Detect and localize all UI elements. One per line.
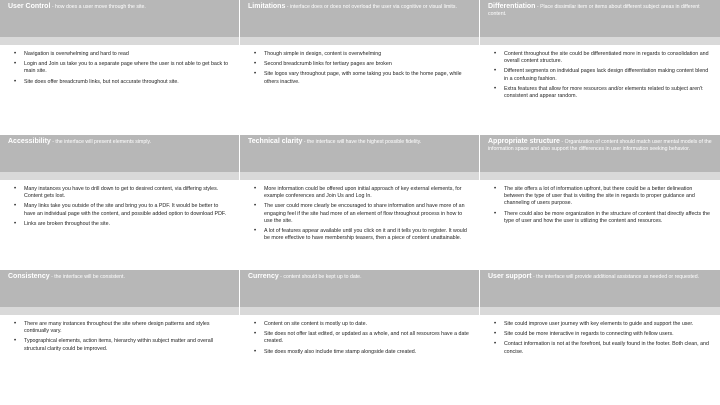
- bullet-icon: •: [494, 68, 497, 75]
- list-item: • A lot of features appear available until you click on it and it tells you to register. It would be more effective to have membership teasers, then a piece of content unattainable.: [254, 228, 467, 242]
- list-item: • Site does not offer last edited, or updated as a whole, and not all resources have a date created.: [254, 331, 469, 345]
- cell-body: [480, 45, 720, 134]
- cell-user-control: [0, 0, 240, 135]
- cell-body: [0, 315, 239, 404]
- cell-body: [480, 180, 720, 269]
- cell-body: [0, 45, 239, 134]
- bullet-icon: •: [494, 341, 497, 348]
- cell-body: [480, 315, 720, 404]
- cell-header: [0, 0, 239, 37]
- cell-consistency: [0, 270, 240, 405]
- cell-description: - content should be kept up to date.: [278, 274, 362, 280]
- cell-description: - how does a user move through the site.: [50, 4, 146, 10]
- list-item: • There could also be more organization in the structure of content that directly affects the type of user and how the user is utilizing the content and resources.: [494, 210, 711, 224]
- list-item: • Links are broken throughout the site.: [14, 220, 110, 227]
- cell-differentiation: [480, 0, 720, 135]
- cell-title: Currency: [248, 273, 279, 280]
- bullet-icon: •: [494, 210, 497, 217]
- list-item: • Site logos vary throughout page, with some taking you back to the home page, while others inactive.: [254, 71, 462, 85]
- cell-header: [0, 270, 239, 307]
- bullet-icon: •: [14, 203, 17, 210]
- list-item: • Though simple in design, content is overwhelming: [254, 51, 382, 57]
- bullet-list: [248, 321, 471, 356]
- bullet-icon: •: [14, 61, 17, 68]
- bullet-icon: •: [254, 186, 257, 192]
- cell-description: - interface does or does not overload the user via cognitive or visual limits.: [285, 4, 457, 10]
- cell-body: [240, 180, 479, 269]
- list-item: • Contact information is not at the forefront, but easily found in the footer. Both clean, and concise.: [494, 341, 709, 355]
- bullet-icon: •: [14, 186, 17, 192]
- list-item: • Site could be more interactive in regards to connecting with fellow users.: [494, 331, 674, 338]
- cell-description: - the interface will be consistent.: [49, 274, 125, 280]
- cell-title: Accessibility: [8, 138, 51, 145]
- cell-description: - the interface will have the highest possible fidelity.: [302, 139, 422, 145]
- cell-title: User support: [488, 273, 532, 280]
- bullet-list: [248, 186, 471, 242]
- bullet-icon: •: [254, 331, 257, 338]
- list-item: • Extra features that allow for more resources and/or elements related to subject aren't consistent and appear random.: [494, 85, 703, 100]
- cell-description: - Organization of content should match user mental models of the information space and also support the differences in user information seeking behavior.: [488, 139, 712, 152]
- bullet-icon: •: [254, 51, 257, 57]
- bullet-list: [8, 51, 231, 86]
- list-item: • Site could improve user journey with key elements to guide and support the user.: [494, 321, 694, 327]
- cell-header: [0, 135, 239, 172]
- cell-technical-clarity: [240, 135, 480, 270]
- cell-body: [240, 45, 479, 134]
- list-item: • Navigation is overwhelming and hard to read: [14, 51, 129, 57]
- bullet-icon: •: [254, 61, 257, 68]
- bullet-icon: •: [494, 51, 497, 57]
- bullet-icon: •: [254, 321, 257, 327]
- list-item: • Site does mostly also include time stamp alongside date created.: [254, 348, 417, 355]
- bullet-icon: •: [254, 71, 257, 78]
- list-item: • Many links take you outside of the site and bring you to a PDF. It would be better to have an individual page with the content, and possible added option to download PDF.: [14, 203, 227, 217]
- bullet-icon: •: [254, 203, 257, 210]
- bullet-icon: •: [494, 321, 497, 327]
- cell-title: Limitations: [248, 3, 286, 10]
- list-item: • There are many instances throughout the site where design patterns and styles continually vary.: [14, 321, 210, 335]
- bullet-list: [488, 51, 712, 100]
- list-item: • Login and Join us take you to a separate page where the user is not able to get back to main site.: [14, 61, 229, 75]
- cell-header: [480, 135, 720, 172]
- cell-header: [480, 0, 720, 37]
- bullet-icon: •: [14, 51, 17, 57]
- bullet-icon: •: [14, 321, 17, 327]
- cell-title: Appropriate structure: [488, 138, 560, 145]
- bullet-list: [8, 186, 231, 228]
- cell-title: Consistency: [8, 273, 50, 280]
- bullet-list: [488, 321, 712, 356]
- bullet-icon: •: [254, 228, 257, 235]
- cell-header: [240, 135, 479, 172]
- bullet-list: [248, 51, 471, 86]
- cell-appropriate-structure: [480, 135, 720, 270]
- cell-accessibility: [0, 135, 240, 270]
- cell-description: - the interface will provide additional assistance as needed or requested.: [531, 274, 700, 280]
- list-item: • Content on site content is mostly up to date.: [254, 321, 368, 327]
- bullet-icon: •: [14, 338, 17, 345]
- cell-body: [240, 315, 479, 404]
- bullet-icon: •: [14, 78, 17, 85]
- cell-title: User Control: [8, 3, 51, 10]
- bullet-icon: •: [494, 331, 497, 338]
- bullet-icon: •: [494, 186, 497, 192]
- cell-body: [0, 180, 239, 269]
- bullet-icon: •: [14, 220, 17, 227]
- bullet-list: [488, 186, 712, 225]
- list-item: • Second breadcrumb links for tertiary pages are broken: [254, 61, 392, 68]
- cell-header: [240, 0, 479, 37]
- bullet-list: [8, 321, 231, 353]
- list-item: • Site does offer breadcrumb links, but not accurate throughout site.: [14, 78, 179, 85]
- cell-title: Differentiation: [488, 3, 536, 10]
- cell-title: Technical clarity: [248, 138, 303, 145]
- cell-currency: [240, 270, 480, 405]
- list-item: • Typographical elements, action items, hierarchy within subject matter and overall structural clarity could be improved.: [14, 338, 214, 352]
- list-item: • The site offers a lot of information upfront, but there could be a better delineation between the type of user that is visiting the site in regards to proper guidance and channeling of users purpose.: [494, 186, 695, 207]
- bullet-icon: •: [254, 348, 257, 355]
- cell-description: - the interface will present elements simply.: [50, 139, 152, 145]
- cell-header: [480, 270, 720, 307]
- cell-limitations: [240, 0, 480, 135]
- cell-header: [240, 270, 479, 307]
- list-item: • More information could be offered upon initial approach of key external elements, for example conferences and Join Us and Log In.: [254, 186, 462, 200]
- list-item: • Different segments on individual pages lack design differentiation making content blend in a confusing fashion.: [494, 68, 709, 82]
- list-item: • Content throughout the site could be differentiated more in regards to consolidation and overall content structure.: [494, 51, 709, 65]
- cell-description: - Place dissimilar item or items about different subject areas in different content.: [488, 4, 700, 17]
- bullet-icon: •: [494, 85, 497, 92]
- list-item: • The user could more clearly be encouraged to share information and have more of an engaging feel if the site had more of an element of flow throughout process in how to use the site.: [254, 203, 465, 224]
- list-item: • Many instances you have to drill down to get to desired content, via differing styles. Content gets lost.: [14, 186, 219, 200]
- cell-user-support: [480, 270, 720, 405]
